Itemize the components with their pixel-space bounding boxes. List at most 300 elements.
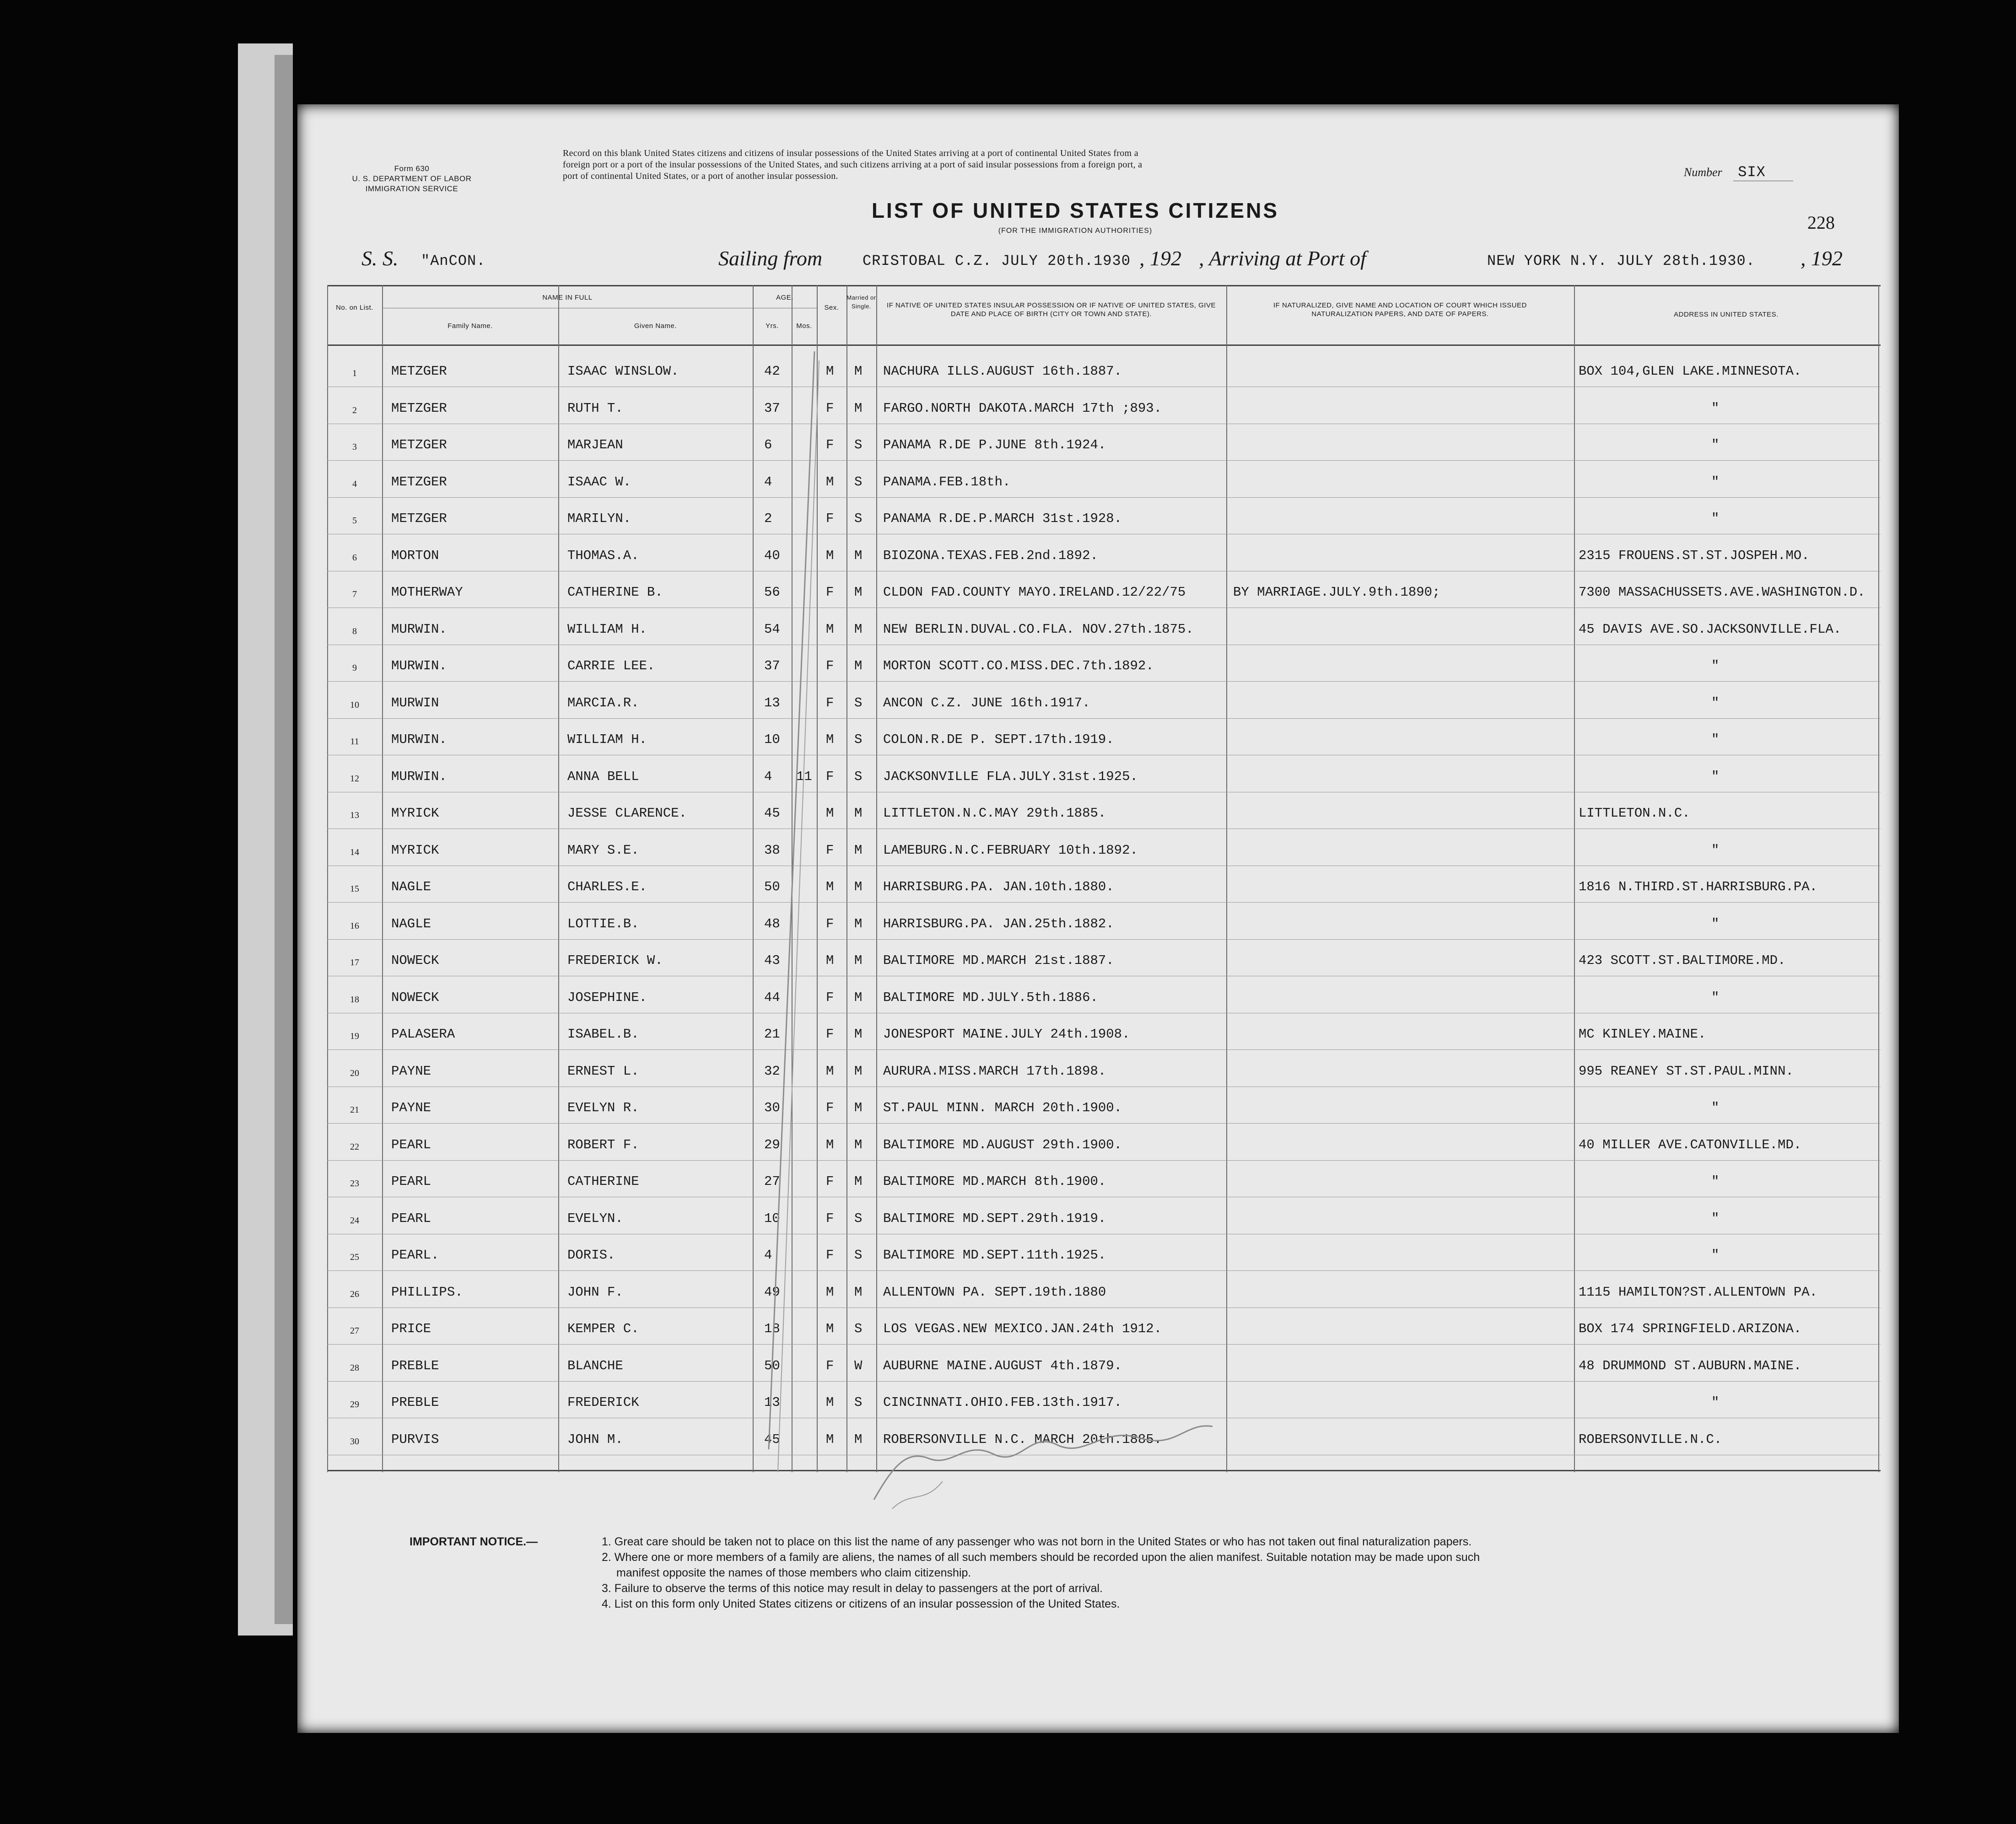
cell-given: MARCIA.R. [567,695,639,710]
cell-yrs: 10 [764,1211,780,1226]
cell-ms: M [854,806,862,821]
table-row [327,800,1881,828]
row-number: 1 [352,368,357,378]
row-number: 24 [350,1215,359,1226]
cell-yrs: 21 [764,1027,780,1042]
cell-family: PRICE [391,1321,431,1336]
cell-sex: F [826,916,834,931]
row-number: 5 [352,516,357,526]
ss-label: S. S. [361,247,399,270]
cell-yrs: 50 [764,1358,780,1373]
cell-birth: BALTIMORE MD.MARCH 21st.1887. [883,953,1114,968]
table-row [327,469,1881,496]
cell-birth: ST.PAUL MINN. MARCH 20th.1900. [883,1100,1122,1115]
cell-birth: HARRISBURG.PA. JAN.10th.1880. [883,879,1114,894]
cell-birth: PANAMA.FEB.18th. [883,474,1011,490]
cell-sex: M [826,732,834,747]
cell-addr: 423 SCOTT.ST.BALTIMORE.MD. [1579,953,1786,968]
cell-addr: 45 DAVIS AVE.SO.JACKSONVILLE.FLA. [1579,621,1842,637]
cell-yrs: 4 [764,769,772,784]
cell-birth: FARGO.NORTH DAKOTA.MARCH 17th ;893. [883,400,1162,416]
cell-birth: NACHURA ILLS.AUGUST 16th.1887. [883,364,1122,379]
table-row [327,432,1881,459]
important-notice [410,1534,1874,1648]
cell-given: ERNEST L. [567,1063,639,1079]
cell-sex: F [826,511,834,526]
cell-birth: JACKSONVILLE FLA.JULY.31st.1925. [883,769,1138,784]
service: IMMIGRATION SERVICE [365,184,458,193]
cell-yrs: 4 [764,474,772,490]
row-number: 19 [350,1031,359,1041]
cell-given: JOHN F. [567,1284,623,1300]
cell-birth: PANAMA R.DE P.JUNE 8th.1924. [883,437,1106,452]
cell-family: NOWECK [391,990,439,1005]
cell-ms: S [854,695,862,710]
cell-addr: " [1711,658,1720,673]
row-number: 20 [350,1068,359,1078]
cell-birth: BALTIMORE MD.SEPT.29th.1919. [883,1211,1106,1226]
table-row [327,1168,1881,1196]
row-number: 17 [350,958,359,968]
cell-sex: M [826,1395,834,1410]
cell-birth: COLON.R.DE P. SEPT.17th.1919. [883,732,1114,747]
cell-yrs: 48 [764,916,780,931]
cell-sex: F [826,842,834,858]
row-number: 22 [350,1141,359,1152]
cell-ms: M [854,1137,862,1152]
row-number: 9 [352,663,357,673]
cell-family: PREBLE [391,1395,439,1410]
cell-given: LOTTIE.B. [567,916,639,931]
cell-ms: S [854,732,862,747]
instruction-line: port of continental United States, or a port of another insular possession. [563,171,838,181]
year-suffix: , 192 [1800,247,1843,270]
cell-ms: M [854,1431,862,1447]
cell-ms: M [854,1027,862,1042]
cell-ms: S [854,1248,862,1263]
cell-ms: M [854,1063,862,1079]
cell-birth: BALTIMORE MD.MARCH 8th.1900. [883,1174,1106,1189]
cell-yrs: 27 [764,1174,780,1189]
row-number: 16 [350,920,359,931]
cell-family: MURWIN. [391,769,447,784]
cell-given: ROBERT F. [567,1137,639,1152]
citizens-table [327,285,1881,1472]
arriving-label: , Arriving at Port of [1199,247,1366,270]
col-married-header: Married or Single. [846,294,876,310]
table-row [327,506,1881,533]
cell-addr: " [1711,1395,1720,1410]
cell-family: MURWIN [391,695,439,710]
notice-line: 4. List on this form only United States citizens or citizens of an insular possession of the United States. [602,1598,1120,1610]
cell-addr: " [1711,769,1720,784]
list-number [1684,164,1793,181]
cell-addr: " [1711,1211,1720,1226]
form-identifier [316,164,508,194]
cell-birth: LITTLETON.N.C.MAY 29th.1885. [883,806,1106,821]
row-rule [327,1123,1881,1124]
department: U. S. DEPARTMENT OF LABOR [352,174,472,183]
cell-birth: LOS VEGAS.NEW MEXICO.JAN.24th 1912. [883,1321,1162,1336]
cell-yrs: 42 [764,364,780,379]
cell-yrs: 13 [764,695,780,710]
table-row [327,837,1881,865]
cell-family: MURWIN. [391,732,447,747]
cell-sex: M [826,548,834,563]
cell-yrs: 54 [764,621,780,637]
cell-ms: M [854,953,862,968]
cell-yrs: 40 [764,548,780,563]
col-given-header: Given Name. [634,322,677,330]
cell-birth: CINCINNATI.OHIO.FEB.13th.1917. [883,1395,1122,1410]
cell-addr: 2315 FROUENS.ST.ST.JOSPEH.MO. [1579,548,1810,563]
row-number: 21 [350,1105,359,1115]
number-label: Number [1684,166,1722,179]
cell-yrs: 37 [764,400,780,416]
handwritten-scrawl [865,1413,1222,1518]
cell-yrs: 4 [764,1248,772,1263]
row-number: 12 [350,773,359,784]
cell-addr: 995 REANEY ST.ST.PAUL.MINN. [1579,1063,1794,1079]
tally-marks [750,351,824,1495]
cell-sex: M [826,806,834,821]
cell-sex: M [826,1284,834,1300]
cell-sex: M [826,953,834,968]
cell-addr: " [1711,990,1720,1005]
cell-given: EVELYN. [567,1211,623,1226]
cell-given: MARJEAN [567,437,623,452]
cell-birth: ALLENTOWN PA. SEPT.19th.1880 [883,1284,1106,1300]
cell-yrs: 37 [764,658,780,673]
table-row [327,911,1881,938]
cell-ms: S [854,1211,862,1226]
cell-family: METZGER [391,437,447,452]
table-row [327,1353,1881,1380]
cell-given: CARRIE LEE. [567,658,655,673]
table-row [327,653,1881,680]
cell-ms: S [854,511,862,526]
notice-heading: IMPORTANT NOTICE.— [410,1535,538,1548]
row-number: 13 [350,810,359,820]
cell-addr: " [1711,511,1720,526]
col-address-header: ADDRESS IN UNITED STATES. [1674,311,1779,318]
cell-yrs: 43 [764,953,780,968]
row-number: 6 [352,552,357,563]
cell-nat: BY MARRIAGE.JULY.9th.1890; [1233,585,1440,600]
row-number: 18 [350,994,359,1005]
row-rule [327,1049,1881,1050]
cell-family: PAYNE [391,1100,431,1115]
cell-yrs: 44 [764,990,780,1005]
header-bottom-rule [327,344,1881,346]
cell-birth: MORTON SCOTT.CO.MISS.DEC.7th.1892. [883,658,1154,673]
cell-sex: F [826,658,834,673]
page-subtitle: (FOR THE IMMIGRATION AUTHORITIES) [998,227,1153,235]
cell-ms: W [854,1358,862,1373]
table-row [327,726,1881,754]
cell-given: DORIS. [567,1248,615,1263]
cell-addr: 1816 N.THIRD.ST.HARRISBURG.PA. [1579,879,1818,894]
page-number: 228 [1807,212,1835,233]
cell-yrs: 32 [764,1063,780,1079]
cell-family: PURVIS [391,1431,439,1447]
cell-addr: 1115 HAMILTON?ST.ALLENTOWN PA. [1579,1284,1818,1300]
sailing-label: Sailing from [718,247,823,270]
cell-given: EVELYN R. [567,1100,639,1115]
cell-family: MYRICK [391,842,439,858]
table-row [327,1242,1881,1270]
row-rule [327,460,1881,461]
row-rule [327,939,1881,940]
notice-line: 1. Great care should be taken not to place on this list the name of any passenger who was not born in the United States or who has not taken out final naturalization papers. [602,1535,1472,1548]
manifest-page [297,104,1899,1733]
cell-birth: ROBERSONVILLE N.C. MARCH 20th.1885. [883,1431,1162,1447]
cell-given: ISAAC W. [567,474,631,490]
table-top-rule [327,285,1881,286]
cell-given: JESSE CLARENCE. [567,806,687,821]
cell-yrs: 50 [764,879,780,894]
table-row [327,579,1881,607]
form-number: Form 630 [394,164,430,173]
cell-sex: M [826,1063,834,1079]
row-number: 11 [350,737,359,747]
cell-birth: BALTIMORE MD.JULY.5th.1886. [883,990,1098,1005]
cell-addr: 40 MILLER AVE.CATONVILLE.MD. [1579,1137,1802,1152]
cell-family: PREBLE [391,1358,439,1373]
cell-given: CATHERINE B. [567,585,663,600]
cell-given: CHARLES.E. [567,879,647,894]
row-number: 30 [350,1436,359,1447]
cell-birth: BALTIMORE MD.AUGUST 29th.1900. [883,1137,1122,1152]
row-rule [327,718,1881,719]
cell-addr: ROBERSONVILLE.N.C. [1579,1431,1722,1447]
cell-given: WILLIAM H. [567,732,647,747]
cell-birth: JONESPORT MAINE.JULY 24th.1908. [883,1027,1130,1042]
row-number: 26 [350,1289,359,1299]
table-row [327,395,1881,423]
cell-family: PALASERA [391,1027,455,1042]
cell-addr: BOX 104,GLEN LAKE.MINNESOTA. [1579,364,1802,379]
cell-birth: BIOZONA.TEXAS.FEB.2nd.1892. [883,548,1098,563]
row-rule [327,681,1881,682]
col-mos-header: Mos. [796,322,812,330]
cell-ms: M [854,364,862,379]
cell-addr: " [1711,437,1720,452]
cell-ms: M [854,879,862,894]
year-suffix: , 192 [1139,247,1181,270]
number-value: SIX [1733,164,1793,181]
cell-given: RUTH T. [567,400,623,416]
col-family-header: Family Name. [447,322,493,330]
cell-yrs: 30 [764,1100,780,1115]
table-row [327,358,1881,386]
cell-ms: M [854,585,862,600]
table-row [327,543,1881,570]
table-row [327,1279,1881,1307]
cell-birth: PANAMA R.DE.P.MARCH 31st.1928. [883,511,1122,526]
cell-sex: F [826,400,834,416]
row-number: 7 [352,589,357,599]
cell-given: BLANCHE [567,1358,623,1373]
cell-sex: M [826,1321,834,1336]
cell-birth: NEW BERLIN.DUVAL.CO.FLA. NOV.27th.1875. [883,621,1194,637]
table-row [327,764,1881,791]
cell-given: JOSEPHINE. [567,990,647,1005]
instructions [563,148,1615,182]
row-number: 10 [350,699,359,710]
cell-addr: " [1711,732,1720,747]
cell-given: JOHN M. [567,1431,623,1447]
col-age-header: AGE. [776,294,793,301]
cell-addr: " [1711,842,1720,858]
cell-sex: F [826,1211,834,1226]
voyage-line [361,246,1871,278]
cell-yrs: 18 [764,1321,780,1336]
cell-birth: HARRISBURG.PA. JAN.25th.1882. [883,916,1114,931]
cell-sex: M [826,1431,834,1447]
cell-ms: S [854,437,862,452]
cell-family: METZGER [391,511,447,526]
cell-family: NOWECK [391,953,439,968]
instruction-line: foreign port or a port of the insular possessions of the United States, and such citizens arriving at a port of said insular possessions from a foreign port, a [563,160,1143,170]
row-number: 15 [350,884,359,894]
cell-family: PHILLIPS. [391,1284,463,1300]
sailing-value: CRISTOBAL C.Z. JULY 20th.1930 [862,253,1131,269]
cell-family: METZGER [391,400,447,416]
table-row [327,1095,1881,1122]
binder-edge-shadow [275,55,293,1624]
cell-yrs: 45 [764,806,780,821]
cell-family: PEARL [391,1137,431,1152]
cell-given: ISAAC WINSLOW. [567,364,679,379]
table-row [327,1205,1881,1233]
cell-birth: BALTIMORE MD.SEPT.11th.1925. [883,1248,1106,1263]
cell-addr: " [1711,916,1720,931]
cell-given: THOMAS.A. [567,548,639,563]
col-yrs-header: Yrs. [765,322,779,330]
cell-given: ISABEL.B. [567,1027,639,1042]
cell-addr: 48 DRUMMOND ST.AUBURN.MAINE. [1579,1358,1802,1373]
row-rule [327,1344,1881,1345]
cell-ms: M [854,1284,862,1300]
cell-addr: " [1711,1248,1720,1263]
row-number: 8 [352,626,357,636]
page-title: LIST OF UNITED STATES CITIZENS [871,199,1279,222]
row-rule [327,1307,1881,1308]
cell-birth: AUBURNE MAINE.AUGUST 4th.1879. [883,1358,1122,1373]
cell-sex: F [826,1027,834,1042]
cell-sex: F [826,990,834,1005]
cell-sex: F [826,1174,834,1189]
cell-family: PEARL [391,1211,431,1226]
col-no-header: No. on List. [336,304,373,312]
cell-family: MURWIN. [391,658,447,673]
cell-family: NAGLE [391,879,431,894]
cell-yrs: 49 [764,1284,780,1300]
cell-addr: " [1711,474,1720,490]
cell-ms: M [854,1100,862,1115]
cell-given: MARY S.E. [567,842,639,858]
row-number: 25 [350,1252,359,1262]
cell-yrs: 38 [764,842,780,858]
row-rule [327,497,1881,498]
row-number: 3 [352,442,357,452]
row-number: 4 [352,479,357,489]
cell-ms: M [854,400,862,416]
cell-addr: " [1711,1100,1720,1115]
cell-yrs: 45 [764,1431,780,1447]
cell-sex: F [826,695,834,710]
table-row [327,690,1881,717]
row-rule [327,902,1881,903]
cell-addr: " [1711,400,1720,416]
cell-ms: M [854,548,862,563]
cell-given: KEMPER C. [567,1321,639,1336]
col-birth-header: IF NATIVE OF UNITED STATES INSULAR POSSESSION OR IF NATIVE OF UNITED STATES, GIVE DATE AND PLACE OF BIRTH (CITY OR TOWN AND STATE). [887,301,1216,318]
cell-ms: M [854,990,862,1005]
cell-birth: LAMEBURG.N.C.FEBRUARY 10th.1892. [883,842,1138,858]
cell-sex: F [826,585,834,600]
row-number: 23 [350,1178,359,1189]
cell-family: PAYNE [391,1063,431,1079]
table-row [327,616,1881,644]
cell-given: FREDERICK W. [567,953,663,968]
cell-birth: CLDON FAD.COUNTY MAYO.IRELAND.12/22/75 [883,585,1186,600]
cell-sex: F [826,1100,834,1115]
cell-family: MURWIN. [391,621,447,637]
cell-yrs: 56 [764,585,780,600]
table-row [327,947,1881,975]
cell-family: PEARL. [391,1248,439,1263]
table-row [327,985,1881,1012]
table-row [327,1058,1881,1086]
cell-addr: MC KINLEY.MAINE. [1579,1027,1706,1042]
cell-addr: 7300 MASSACHUSSETS.AVE.WASHINGTON.D. [1579,585,1865,600]
cell-ms: S [854,1321,862,1336]
cell-addr: LITTLETON.N.C. [1579,806,1690,821]
cell-sex: M [826,879,834,894]
cell-sex: M [826,621,834,637]
row-number: 28 [350,1362,359,1373]
cell-addr: BOX 174 SPRINGFIELD.ARIZONA. [1579,1321,1802,1336]
cell-ms: M [854,842,862,858]
row-number: 29 [350,1399,359,1410]
row-number: 2 [352,405,357,415]
cell-yrs: 2 [764,511,772,526]
cell-given: CATHERINE [567,1174,639,1189]
cell-sex: M [826,1137,834,1152]
cell-ms: S [854,1395,862,1410]
cell-yrs: 10 [764,732,780,747]
col-sex-header: Sex. [824,304,839,312]
row-number: 14 [350,847,359,857]
table-row [327,1132,1881,1159]
instruction-line: Record on this blank United States citizens and citizens of insular possessions of the United States arriving at a port of continental United States from a [563,148,1138,158]
cell-family: NAGLE [391,916,431,931]
cell-given: WILLIAM H. [567,621,647,637]
cell-sex: F [826,437,834,452]
cell-yrs: 13 [764,1395,780,1410]
cell-ms: S [854,474,862,490]
row-rule [327,1160,1881,1161]
cell-family: MORTON [391,548,439,563]
cell-sex: F [826,1358,834,1373]
cell-family: MYRICK [391,806,439,821]
cell-sex: M [826,474,834,490]
cell-family: PEARL [391,1174,431,1189]
cell-family: METZGER [391,474,447,490]
cell-mos: 11 [796,769,812,784]
